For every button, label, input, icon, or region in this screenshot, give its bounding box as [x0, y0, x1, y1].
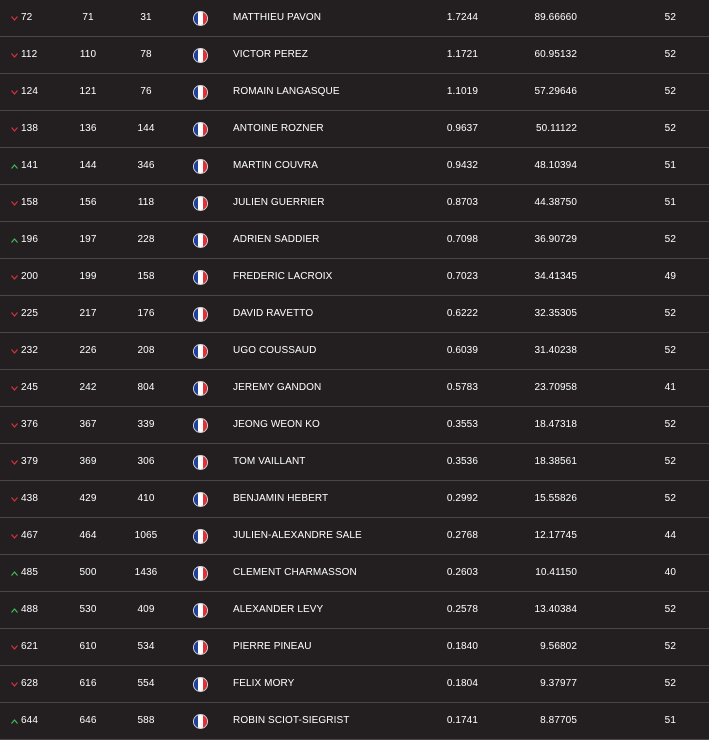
player-name[interactable]: ALEXANDER LEVY: [233, 604, 324, 615]
france-flag-icon: [193, 677, 208, 692]
country-flag-cell: [193, 666, 207, 702]
current-rank: 225: [21, 308, 38, 319]
france-flag-icon: [193, 270, 208, 285]
previous-rank: 369: [79, 456, 97, 467]
country-flag-cell: [193, 296, 207, 332]
current-rank: 621: [21, 641, 38, 652]
total-points: 8.87705: [540, 715, 577, 726]
country-flag-cell: [193, 703, 207, 739]
trend-up-icon: [9, 222, 19, 258]
events-played: 52: [664, 678, 676, 689]
start-of-year-rank: 339: [137, 419, 155, 430]
start-of-year-rank: 346: [137, 160, 155, 171]
average-points: 0.2768: [446, 530, 478, 541]
france-flag-icon: [193, 603, 208, 618]
player-name[interactable]: ANTOINE ROZNER: [233, 123, 324, 134]
average-points: 1.1019: [446, 86, 478, 97]
trend-down-icon: [9, 481, 19, 517]
events-played: 52: [664, 86, 676, 97]
country-flag-cell: [193, 111, 207, 147]
table-row[interactable]: [0, 703, 709, 740]
trend-down-icon: [9, 0, 19, 36]
trend-down-icon: [9, 407, 19, 443]
france-flag-icon: [193, 233, 208, 248]
player-name[interactable]: BENJAMIN HEBERT: [233, 493, 329, 504]
table-row[interactable]: [0, 0, 709, 37]
france-flag-icon: [193, 381, 208, 396]
trend-down-icon: [9, 111, 19, 147]
table-row[interactable]: [0, 148, 709, 185]
current-rank: 200: [21, 271, 38, 282]
france-flag-icon: [193, 196, 208, 211]
france-flag-icon: [193, 714, 208, 729]
events-played: 51: [664, 715, 676, 726]
france-flag-icon: [193, 529, 208, 544]
start-of-year-rank: 144: [137, 123, 155, 134]
current-rank: 438: [21, 493, 38, 504]
table-row[interactable]: [0, 222, 709, 259]
previous-rank: 136: [79, 123, 97, 134]
start-of-year-rank: 118: [137, 197, 155, 208]
start-of-year-rank: 588: [137, 715, 155, 726]
total-points: 44.38750: [534, 197, 577, 208]
previous-rank: 500: [79, 567, 97, 578]
total-points: 31.40238: [534, 345, 577, 356]
previous-rank: 646: [79, 715, 97, 726]
france-flag-icon: [193, 492, 208, 507]
average-points: 0.1741: [446, 715, 478, 726]
table-row[interactable]: [0, 185, 709, 222]
trend-down-icon: [9, 666, 19, 702]
average-points: 0.5783: [446, 382, 478, 393]
trend-down-icon: [9, 37, 19, 73]
total-points: 18.38561: [534, 456, 577, 467]
total-points: 34.41345: [534, 271, 577, 282]
table-row[interactable]: [0, 333, 709, 370]
previous-rank: 616: [79, 678, 97, 689]
player-name[interactable]: ROBIN SCIOT-SIEGRIST: [233, 715, 350, 726]
table-row[interactable]: [0, 592, 709, 629]
player-name[interactable]: DAVID RAVETTO: [233, 308, 314, 319]
player-name[interactable]: MATTHIEU PAVON: [233, 12, 322, 23]
total-points: 10.41150: [535, 567, 577, 578]
table-row[interactable]: [0, 444, 709, 481]
start-of-year-rank: 78: [140, 49, 152, 60]
country-flag-cell: [193, 185, 207, 221]
country-flag-cell: [193, 592, 207, 628]
country-flag-cell: [193, 259, 207, 295]
current-rank: 485: [21, 567, 38, 578]
current-rank: 379: [21, 456, 38, 467]
events-played: 40: [664, 567, 676, 578]
table-row[interactable]: [0, 518, 709, 555]
start-of-year-rank: 534: [137, 641, 155, 652]
total-points: 15.55826: [534, 493, 577, 504]
current-rank: 158: [21, 197, 38, 208]
total-points: 48.10394: [534, 160, 577, 171]
table-row[interactable]: [0, 407, 709, 444]
average-points: 0.2578: [446, 604, 478, 615]
france-flag-icon: [193, 344, 208, 359]
country-flag-cell: [193, 555, 207, 591]
trend-down-icon: [9, 444, 19, 480]
total-points: 13.40384: [534, 604, 577, 615]
events-played: 52: [664, 604, 676, 615]
table-row[interactable]: [0, 296, 709, 333]
previous-rank: 217: [79, 308, 97, 319]
previous-rank: 199: [79, 271, 97, 282]
current-rank: 138: [21, 123, 38, 134]
country-flag-cell: [193, 444, 207, 480]
start-of-year-rank: 31: [140, 12, 152, 23]
average-points: 0.9432: [446, 160, 478, 171]
france-flag-icon: [193, 307, 208, 322]
average-points: 1.7244: [446, 12, 478, 23]
country-flag-cell: [193, 222, 207, 258]
player-name[interactable]: ADRIEN SADDIER: [233, 234, 320, 245]
average-points: 0.6039: [446, 345, 478, 356]
previous-rank: 71: [82, 12, 94, 23]
current-rank: 467: [21, 530, 38, 541]
current-rank: 488: [21, 604, 38, 615]
table-row[interactable]: [0, 37, 709, 74]
total-points: 9.37977: [540, 678, 577, 689]
average-points: 0.3553: [446, 419, 478, 430]
country-flag-cell: [193, 0, 207, 36]
trend-up-icon: [9, 703, 19, 739]
total-points: 36.90729: [534, 234, 577, 245]
country-flag-cell: [193, 370, 207, 406]
average-points: 0.2603: [446, 567, 478, 578]
trend-down-icon: [9, 296, 19, 332]
table-row[interactable]: [0, 111, 709, 148]
player-name[interactable]: FREDERIC LACROIX: [233, 271, 333, 282]
events-played: 52: [664, 49, 676, 60]
current-rank: 245: [21, 382, 38, 393]
country-flag-cell: [193, 37, 207, 73]
player-name[interactable]: VICTOR PEREZ: [233, 49, 308, 60]
country-flag-cell: [193, 407, 207, 443]
table-row[interactable]: [0, 259, 709, 296]
average-points: 0.7098: [446, 234, 478, 245]
country-flag-cell: [193, 481, 207, 517]
player-name[interactable]: JEREMY GANDON: [233, 382, 322, 393]
player-name[interactable]: MARTIN COUVRA: [233, 160, 319, 171]
player-name[interactable]: TOM VAILLANT: [233, 456, 306, 467]
current-rank: 644: [21, 715, 38, 726]
trend-down-icon: [9, 74, 19, 110]
previous-rank: 610: [79, 641, 97, 652]
previous-rank: 197: [79, 234, 97, 245]
previous-rank: 121: [79, 86, 97, 97]
previous-rank: 156: [79, 197, 97, 208]
total-points: 50.11122: [535, 123, 577, 134]
start-of-year-rank: 306: [137, 456, 155, 467]
start-of-year-rank: 409: [137, 604, 155, 615]
trend-up-icon: [9, 148, 19, 184]
player-name[interactable]: JULIEN-ALEXANDRE SALE: [233, 530, 362, 541]
events-played: 49: [664, 271, 676, 282]
current-rank: 112: [21, 49, 38, 60]
events-played: 52: [664, 12, 676, 23]
current-rank: 628: [21, 678, 38, 689]
previous-rank: 530: [79, 604, 97, 615]
trend-up-icon: [9, 555, 19, 591]
table-row[interactable]: [0, 74, 709, 111]
trend-down-icon: [9, 259, 19, 295]
average-points: 0.2992: [446, 493, 478, 504]
france-flag-icon: [193, 11, 208, 26]
start-of-year-rank: 1065: [134, 530, 158, 541]
previous-rank: 110: [79, 49, 97, 60]
start-of-year-rank: 158: [137, 271, 155, 282]
country-flag-cell: [193, 629, 207, 665]
france-flag-icon: [193, 566, 208, 581]
trend-down-icon: [9, 333, 19, 369]
current-rank: 124: [21, 86, 38, 97]
average-points: 0.9637: [446, 123, 478, 134]
start-of-year-rank: 76: [140, 86, 152, 97]
total-points: 12.17745: [534, 530, 577, 541]
player-name[interactable]: PIERRE PINEAU: [233, 641, 312, 652]
events-played: 52: [664, 493, 676, 504]
current-rank: 196: [21, 234, 38, 245]
player-name[interactable]: UGO COUSSAUD: [233, 345, 317, 356]
trend-down-icon: [9, 370, 19, 406]
previous-rank: 242: [79, 382, 97, 393]
france-flag-icon: [193, 122, 208, 137]
events-played: 51: [664, 197, 676, 208]
player-name[interactable]: FELIX MORY: [233, 678, 295, 689]
france-flag-icon: [193, 418, 208, 433]
average-points: 0.3536: [446, 456, 478, 467]
france-flag-icon: [193, 159, 208, 174]
total-points: 60.95132: [534, 49, 577, 60]
trend-down-icon: [9, 185, 19, 221]
events-played: 52: [664, 234, 676, 245]
events-played: 52: [664, 641, 676, 652]
events-played: 41: [664, 382, 676, 393]
total-points: 9.56802: [540, 641, 577, 652]
table-row[interactable]: [0, 666, 709, 703]
events-played: 44: [664, 530, 676, 541]
current-rank: 72: [21, 12, 33, 23]
start-of-year-rank: 176: [137, 308, 155, 319]
total-points: 18.47318: [534, 419, 577, 430]
current-rank: 376: [21, 419, 38, 430]
previous-rank: 429: [79, 493, 97, 504]
events-played: 51: [664, 160, 676, 171]
trend-up-icon: [9, 592, 19, 628]
total-points: 23.70958: [534, 382, 577, 393]
previous-rank: 226: [79, 345, 97, 356]
average-points: 0.6222: [446, 308, 478, 319]
average-points: 1.1721: [446, 49, 478, 60]
start-of-year-rank: 554: [137, 678, 155, 689]
trend-down-icon: [9, 629, 19, 665]
average-points: 0.7023: [446, 271, 478, 282]
events-played: 52: [664, 308, 676, 319]
player-name[interactable]: JEONG WEON KO: [233, 419, 320, 430]
events-played: 52: [664, 419, 676, 430]
player-name[interactable]: ROMAIN LANGASQUE: [233, 86, 340, 97]
total-points: 32.35305: [534, 308, 577, 319]
events-played: 52: [664, 345, 676, 356]
france-flag-icon: [193, 48, 208, 63]
trend-down-icon: [9, 518, 19, 554]
start-of-year-rank: 1436: [134, 567, 158, 578]
player-name[interactable]: JULIEN GUERRIER: [233, 197, 325, 208]
events-played: 52: [664, 456, 676, 467]
france-flag-icon: [193, 640, 208, 655]
start-of-year-rank: 208: [137, 345, 155, 356]
country-flag-cell: [193, 74, 207, 110]
current-rank: 232: [21, 345, 38, 356]
total-points: 89.66660: [534, 12, 577, 23]
total-points: 57.29646: [534, 86, 577, 97]
country-flag-cell: [193, 518, 207, 554]
start-of-year-rank: 804: [137, 382, 155, 393]
france-flag-icon: [193, 455, 208, 470]
table-row[interactable]: [0, 370, 709, 407]
country-flag-cell: [193, 148, 207, 184]
table-row[interactable]: [0, 555, 709, 592]
france-flag-icon: [193, 85, 208, 100]
player-name[interactable]: CLEMENT CHARMASSON: [233, 567, 357, 578]
start-of-year-rank: 228: [137, 234, 155, 245]
average-points: 0.8703: [446, 197, 478, 208]
country-flag-cell: [193, 333, 207, 369]
previous-rank: 144: [79, 160, 97, 171]
table-row[interactable]: [0, 629, 709, 666]
previous-rank: 464: [79, 530, 97, 541]
previous-rank: 367: [79, 419, 97, 430]
average-points: 0.1840: [446, 641, 478, 652]
table-row[interactable]: [0, 481, 709, 518]
events-played: 52: [664, 123, 676, 134]
current-rank: 141: [21, 160, 38, 171]
average-points: 0.1804: [446, 678, 478, 689]
start-of-year-rank: 410: [137, 493, 155, 504]
